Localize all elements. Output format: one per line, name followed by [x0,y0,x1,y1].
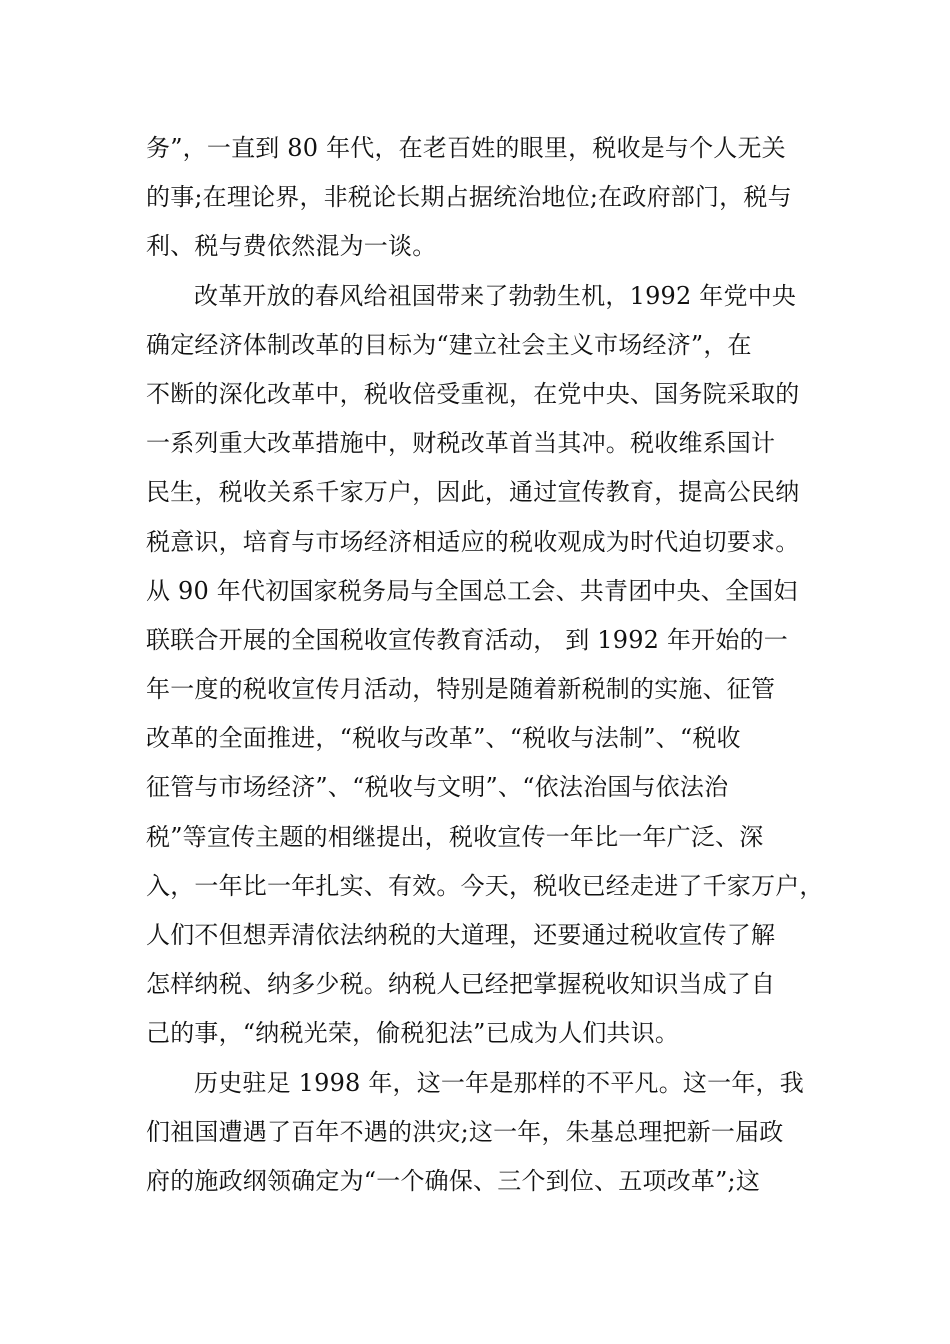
text-line: 利、税与费依然混为一谈。 [146,232,437,261]
text-line: 民生，税收关系千家万户，因此，通过宣传教育，提高公民纳 [146,478,800,507]
text-line: 征管与市场经济”、“税收与文明”、“依法治国与依法治 [146,773,729,802]
text-line: 不断的深化改革中，税收倍受重视，在党中央、国务院采取的 [146,379,800,408]
text-line: 人们不但想弄清依法纳税的大道理，还要通过税收宣传了解 [146,921,776,949]
document-body [146,124,824,1206]
text-line: 税意识，培育与市场经济相适应的税收观成为时代迫切要求。 [146,527,800,556]
text-line: 从 90 年代初国家税务局与全国总工会、共青团中央、全国妇 [146,576,798,605]
text-line: 联联合开展的全国税收宣传教育活动， 到 1992 年开始的一 [146,625,788,654]
text-line: 怎样纳税、纳多少税。纳税人已经把掌握税收知识当成了自 [146,970,776,999]
text-line: 税”等宣传主题的相继提出，税收宣传一年比一年广泛、深 [146,822,764,851]
text-line: 确定经济体制改革的目标为“建立社会主义市场经济”，在 [146,330,752,359]
text-line: 的事;在理论界，非税论长期占据统治地位;在政府部门，税与 [146,183,792,212]
text-line: 改革的全面推进，“税收与改革”、“税收与法制”、“税收 [146,724,741,753]
text-line: 府的施政纲领确定为“一个确保、三个到位、五项改革”;这 [146,1166,761,1195]
text-line: 务”，一直到 80 年代，在老百姓的眼里，税收是与个人无关 [146,134,786,162]
text-line: 一系列重大改革措施中，财税改革首当其冲。税收维系国计 [146,429,776,458]
text-line: 改革开放的春风给祖国带来了勃勃生机，1992 年党中央 [194,281,797,310]
text-line: 己的事，“纳税光荣，偷税犯法”已成为人们共识。 [146,1019,680,1048]
text-line: 入，一年比一年扎实、有效。今天，税收已经走进了千家万户， [146,871,824,900]
text-line: 们祖国遭遇了百年不遇的洪灾;这一年，朱基总理把新一届政 [146,1117,784,1146]
text-line: 年一度的税收宣传月活动，特别是随着新税制的实施、征管 [146,675,776,704]
text-line: 历史驻足 1998 年，这一年是那样的不平凡。这一年，我 [194,1068,804,1097]
